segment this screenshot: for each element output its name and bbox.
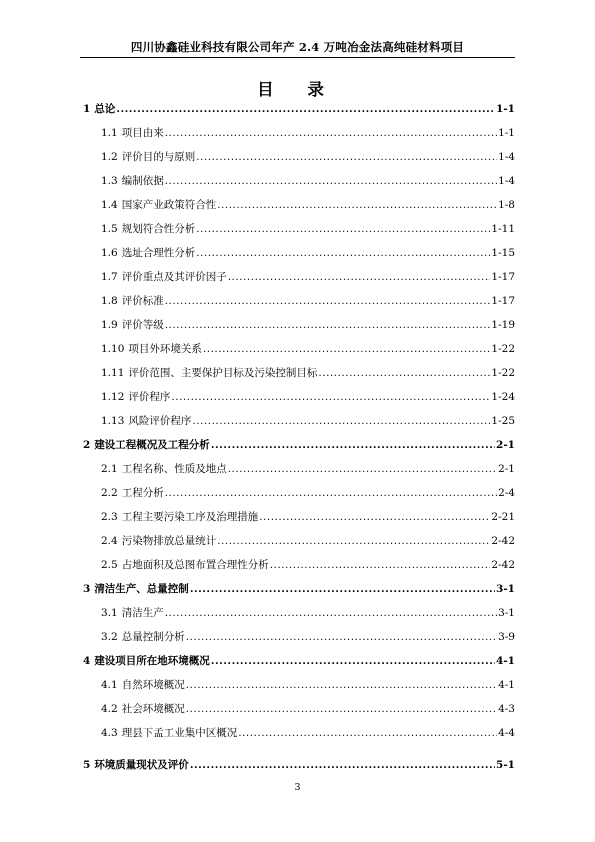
toc-entry[interactable] <box>83 198 515 212</box>
toc-entry-page: 1-19 <box>491 319 515 331</box>
toc-entry-label: 评价目的与原则 <box>121 151 196 163</box>
toc-entry[interactable] <box>83 390 515 404</box>
toc-entry-label: 国家产业政策符合性 <box>121 199 217 211</box>
toc-entry-label: 污染物排放总量统计 <box>121 535 217 547</box>
toc-entry-page: 2-1 <box>496 439 515 451</box>
toc-entry-number: 1 <box>83 103 91 115</box>
toc-entry-label: 环境质量现状及评价 <box>94 759 189 771</box>
toc-entry-label: 评价等级 <box>121 319 164 331</box>
toc-entry[interactable] <box>83 318 515 332</box>
toc-leader-dots <box>192 414 490 428</box>
toc-leader-dots <box>165 294 491 308</box>
toc-leader-dots <box>270 558 491 572</box>
toc-entry-number: 1.2 <box>101 151 118 163</box>
toc-leader-dots <box>196 222 490 236</box>
toc-leader-dots <box>165 486 497 500</box>
toc-entry-number: 2.4 <box>101 535 118 547</box>
toc-leader-dots <box>228 462 497 476</box>
toc-entry-number: 5 <box>83 759 91 771</box>
toc-entry[interactable] <box>83 702 515 716</box>
toc-entry-number: 1.1 <box>101 127 118 139</box>
toc-entry-label: 建设工程概况及工程分析 <box>94 439 210 451</box>
toc-entry-number: 1.11 <box>101 367 125 379</box>
toc-leader-dots <box>165 126 497 140</box>
toc-entry-page: 5-1 <box>496 759 515 771</box>
toc-leader-dots <box>186 678 497 692</box>
toc-entry-number: 4.2 <box>101 703 118 715</box>
toc-entry[interactable] <box>83 726 515 740</box>
toc-entry-number: 2.5 <box>101 559 118 571</box>
toc-entry-page: 1-17 <box>491 271 515 283</box>
toc-leader-dots <box>203 342 491 356</box>
toc-entry[interactable] <box>83 582 515 596</box>
toc-leader-dots <box>259 510 490 524</box>
toc-entry-page: 2-42 <box>491 559 515 571</box>
toc-leader-dots <box>186 702 497 716</box>
toc-entry-page: 4-1 <box>496 655 515 667</box>
toc-entry-label: 自然环境概况 <box>121 679 185 691</box>
toc-leader-dots <box>190 582 495 596</box>
toc-entry[interactable] <box>83 174 515 188</box>
toc-entry[interactable] <box>83 462 515 476</box>
toc-entry[interactable] <box>83 558 515 572</box>
toc-entry-label: 工程主要污染工序及治理措施 <box>121 511 259 523</box>
toc-entry-number: 1.12 <box>101 391 125 403</box>
toc-entry-label: 评价重点及其评价因子 <box>121 271 227 283</box>
toc-entry[interactable] <box>83 126 515 140</box>
toc-entry-label: 清洁生产、总量控制 <box>94 583 189 595</box>
toc-entry-label: 占地面积及总图布置合理性分析 <box>121 559 269 571</box>
toc-leader-dots <box>238 726 497 740</box>
toc-leader-dots <box>171 390 490 404</box>
toc-entry-number: 1.3 <box>101 175 118 187</box>
toc-entry-number: 2 <box>83 439 91 451</box>
toc-entry-number: 1.10 <box>101 343 125 355</box>
toc-entry-label: 社会环境概况 <box>121 703 185 715</box>
toc-entry-page: 2-4 <box>498 487 515 499</box>
toc-entry-number: 1.5 <box>101 223 118 235</box>
toc-entry-page: 1-8 <box>498 199 515 211</box>
toc-leader-dots <box>186 630 497 644</box>
toc-entry-number: 2.2 <box>101 487 118 499</box>
toc-entry[interactable] <box>83 438 515 452</box>
page-number: 3 <box>294 782 301 793</box>
toc-entry[interactable] <box>83 678 515 692</box>
toc-entry-page: 3-1 <box>498 607 515 619</box>
toc-entry-page: 1-4 <box>498 175 515 187</box>
toc-leader-dots <box>217 534 490 548</box>
toc-leader-dots <box>318 366 490 380</box>
toc-entry-page: 1-1 <box>498 127 515 139</box>
toc-leader-dots <box>196 246 490 260</box>
toc-entry-page: 1-11 <box>491 223 515 235</box>
toc-entry-number: 1.8 <box>101 295 118 307</box>
toc-entry-page: 2-42 <box>491 535 515 547</box>
toc-entry-label: 项目由来 <box>121 127 164 139</box>
toc-leader-dots <box>196 150 497 164</box>
toc-entry[interactable] <box>83 366 515 380</box>
toc-entry-number: 3 <box>83 583 91 595</box>
toc-entry-label: 评价程序 <box>128 391 171 403</box>
toc-entry-page: 2-1 <box>498 463 515 475</box>
toc-entry-page: 3-1 <box>496 583 515 595</box>
toc-entry-label: 评价标准 <box>121 295 164 307</box>
toc-entry-page: 1-22 <box>491 343 515 355</box>
toc-entry-number: 3.2 <box>101 631 118 643</box>
toc-entry-page: 3-9 <box>498 631 515 643</box>
toc-entry-page: 1-15 <box>491 247 515 259</box>
toc-entry-number: 4 <box>83 655 91 667</box>
toc-entry-number: 2.3 <box>101 511 118 523</box>
toc-entry-label: 项目外环境关系 <box>128 343 202 355</box>
toc-entry[interactable] <box>83 534 515 548</box>
toc-entry-number: 1.13 <box>101 415 125 427</box>
toc-entry-number: 1.6 <box>101 247 118 259</box>
toc-entry-page: 1-22 <box>491 367 515 379</box>
toc-entry-number: 1.7 <box>101 271 118 283</box>
toc-entry[interactable] <box>83 222 515 236</box>
toc-entry[interactable] <box>83 414 515 428</box>
toc-entry-page: 1-4 <box>498 151 515 163</box>
toc-leader-dots <box>116 102 495 116</box>
toc-leader-dots <box>165 318 491 332</box>
toc-entry[interactable] <box>83 150 515 164</box>
toc-entry-label: 理县下孟工业集中区概况 <box>121 727 238 739</box>
toc-entry-label: 风险评价程序 <box>128 415 192 427</box>
toc-entry[interactable] <box>83 294 515 308</box>
toc-title: 目 录 <box>257 80 338 99</box>
toc-entry[interactable] <box>83 510 515 524</box>
toc-entry-page: 1-24 <box>491 391 515 403</box>
toc-entry-label: 工程名称、性质及地点 <box>121 463 227 475</box>
toc-entry-label: 总论 <box>94 103 116 115</box>
toc-entry-number: 2.1 <box>101 463 118 475</box>
toc-entry[interactable] <box>83 654 515 668</box>
toc-entry-number: 1.4 <box>101 199 118 211</box>
toc-entry-page: 1-1 <box>496 103 515 115</box>
toc-entry-label: 清洁生产 <box>121 607 164 619</box>
toc-entry[interactable] <box>83 486 515 500</box>
toc-entry[interactable] <box>83 102 515 116</box>
toc-leader-dots <box>165 174 497 188</box>
toc-entry[interactable] <box>83 270 515 284</box>
toc-leader-dots <box>211 438 495 452</box>
toc-entry[interactable] <box>83 606 515 620</box>
toc-entry-page: 1-17 <box>491 295 515 307</box>
toc-entry-label: 建设项目所在地环境概况 <box>94 655 210 667</box>
toc-leader-dots <box>211 654 495 668</box>
toc-entry-label: 规划符合性分析 <box>121 223 196 235</box>
toc-leader-dots <box>228 270 491 284</box>
toc-entry-number: 4.3 <box>101 727 118 739</box>
table-of-contents <box>83 0 515 842</box>
toc-entry-label: 工程分析 <box>121 487 164 499</box>
toc-entry-label: 评价范围、主要保护目标及污染控制目标 <box>128 367 318 379</box>
toc-entry[interactable] <box>83 758 515 772</box>
toc-entry-number: 4.1 <box>101 679 118 691</box>
toc-leader-dots <box>217 198 497 212</box>
toc-entry-page: 1-25 <box>491 415 515 427</box>
toc-entry-page: 4-1 <box>498 679 515 691</box>
toc-entry-label: 选址合理性分析 <box>121 247 196 259</box>
page-header: 四川协鑫硅业科技有限公司年产 2.4 万吨冶金法高纯硅材料项目 <box>80 40 515 58</box>
toc-leader-dots <box>190 758 495 772</box>
toc-entry-page: 4-3 <box>498 703 515 715</box>
toc-leader-dots <box>165 606 497 620</box>
toc-entry-label: 总量控制分析 <box>121 631 185 643</box>
toc-entry-label: 编制依据 <box>121 175 164 187</box>
toc-entry[interactable] <box>83 246 515 260</box>
toc-entry[interactable] <box>83 630 515 644</box>
toc-entry-number: 3.1 <box>101 607 118 619</box>
toc-entry[interactable] <box>83 342 515 356</box>
toc-entry-number: 1.9 <box>101 319 118 331</box>
toc-entry-page: 4-4 <box>498 727 515 739</box>
toc-entry-page: 2-21 <box>491 511 515 523</box>
